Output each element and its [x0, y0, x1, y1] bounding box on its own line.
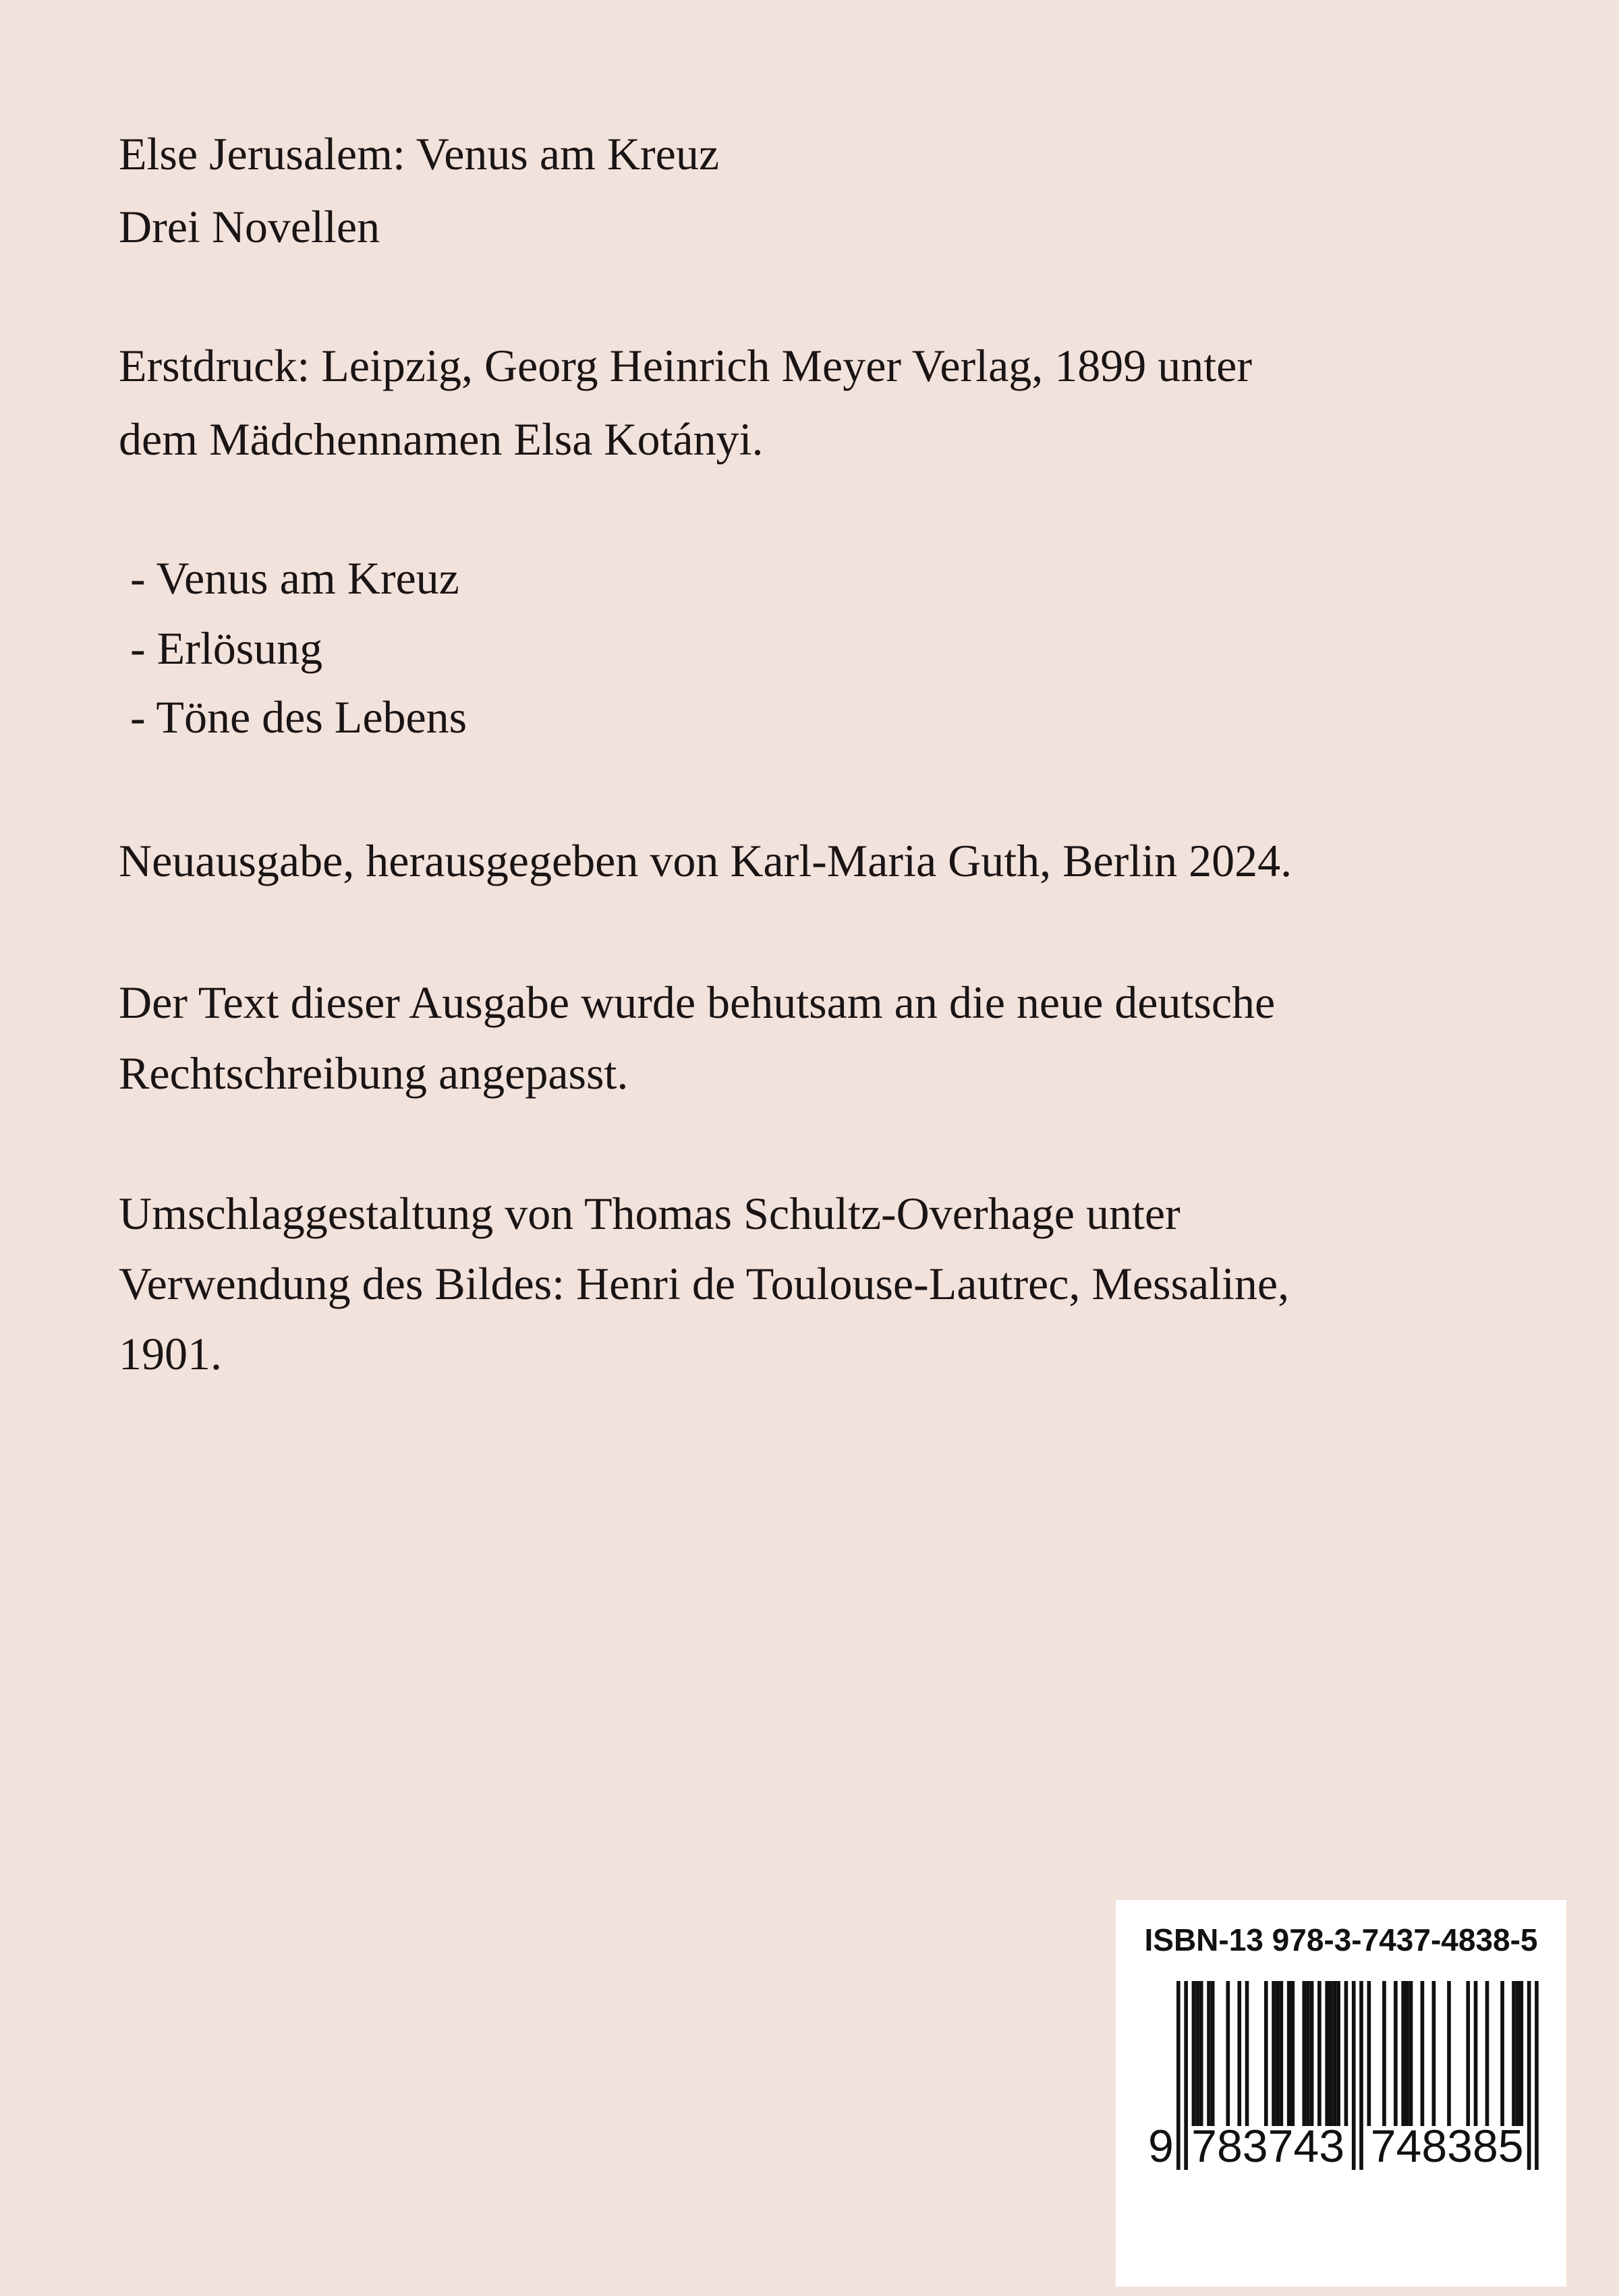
barcode-bar	[1333, 1981, 1337, 2126]
barcode-bar	[1405, 1981, 1409, 2126]
barcode-bar	[1226, 1981, 1230, 2126]
barcode-bar	[1325, 1981, 1329, 2126]
contents-item: - Töne des Lebens	[119, 691, 467, 743]
barcode-bar	[1287, 1981, 1291, 2126]
barcode-bar	[1520, 1981, 1524, 2126]
barcode-bar	[1500, 1981, 1504, 2126]
barcode-bar	[1512, 1981, 1516, 2126]
barcode-bar	[1474, 1981, 1478, 2126]
barcode-guard-bar	[1535, 1981, 1539, 2170]
isbn-label: ISBN-13 978-3-7437-4838-5	[1144, 1922, 1538, 1957]
barcode-bar	[1317, 1981, 1322, 2126]
barcode-guard-bar	[1527, 1981, 1531, 2170]
ean13-barcode	[1129, 1981, 1554, 2183]
barcode-guard-bar	[1359, 1981, 1363, 2170]
barcode-bar	[1245, 1981, 1249, 2126]
barcode-right-digits: 748385	[1370, 2121, 1524, 2172]
barcode-bar	[1302, 1981, 1306, 2126]
orthography-note-line-1: Der Text dieser Ausgabe wurde behutsam an die neue deutsche	[119, 977, 1276, 1028]
barcode-first-digit: 9	[1148, 2121, 1174, 2172]
barcode-guard-bar	[1176, 1981, 1181, 2170]
barcode-bar	[1199, 1981, 1203, 2126]
barcode-bar	[1192, 1981, 1196, 2126]
barcode-guard-bar	[1184, 1981, 1188, 2170]
barcode-bar	[1272, 1981, 1276, 2126]
edition-note: Neuausgabe, herausgegeben von Karl-Maria Guth, Berlin 2024.	[119, 835, 1293, 886]
barcode-bar	[1211, 1981, 1215, 2126]
orthography-note-line-2: Rechtschreibung angepasst.	[119, 1047, 629, 1099]
barcode-bar	[1207, 1981, 1211, 2126]
barcode-bar	[1409, 1981, 1413, 2126]
contents-item: - Erlösung	[119, 623, 323, 674]
cover-credit-line-3: 1901.	[119, 1328, 222, 1379]
contents-item: - Venus am Kreuz	[119, 552, 459, 604]
barcode-bar	[1401, 1981, 1405, 2126]
barcode-bar	[1367, 1981, 1371, 2126]
book-title: Else Jerusalem: Venus am Kreuz	[119, 128, 720, 179]
barcode-bar	[1195, 1981, 1199, 2126]
barcode-guard-bar	[1352, 1981, 1356, 2170]
barcode-bar	[1432, 1981, 1436, 2126]
isbn-barcode-box	[1116, 1900, 1566, 2287]
barcode-bar	[1344, 1981, 1348, 2126]
book-subtitle: Drei Novellen	[119, 201, 380, 252]
barcode-bar	[1394, 1981, 1398, 2126]
barcode-bar	[1485, 1981, 1489, 2126]
cover-credit-line-1: Umschlaggestaltung von Thomas Schultz-Overhage unter	[119, 1188, 1181, 1239]
barcode-bar	[1336, 1981, 1340, 2126]
first-print-line-2: dem Mädchennamen Elsa Kotányi.	[119, 413, 764, 465]
barcode-bar	[1329, 1981, 1333, 2126]
barcode-bar	[1276, 1981, 1280, 2126]
barcode-bar	[1264, 1981, 1268, 2126]
barcode-bar	[1291, 1981, 1295, 2126]
barcode-bar	[1447, 1981, 1451, 2126]
cover-credit-line-2: Verwendung des Bildes: Henri de Toulouse-Lautrec, Messaline,	[119, 1258, 1290, 1309]
barcode-bar	[1516, 1981, 1520, 2126]
barcode-bar	[1382, 1981, 1386, 2126]
barcode-bar	[1310, 1981, 1314, 2126]
barcode-left-digits: 783743	[1191, 2121, 1345, 2172]
barcode-bar	[1280, 1981, 1284, 2126]
first-print-line-1: Erstdruck: Leipzig, Georg Heinrich Meyer Verlag, 1899 unter	[119, 340, 1252, 391]
barcode-bar	[1306, 1981, 1310, 2126]
barcode-bar	[1421, 1981, 1425, 2126]
barcode-bar	[1466, 1981, 1470, 2126]
barcode-bar	[1237, 1981, 1241, 2126]
